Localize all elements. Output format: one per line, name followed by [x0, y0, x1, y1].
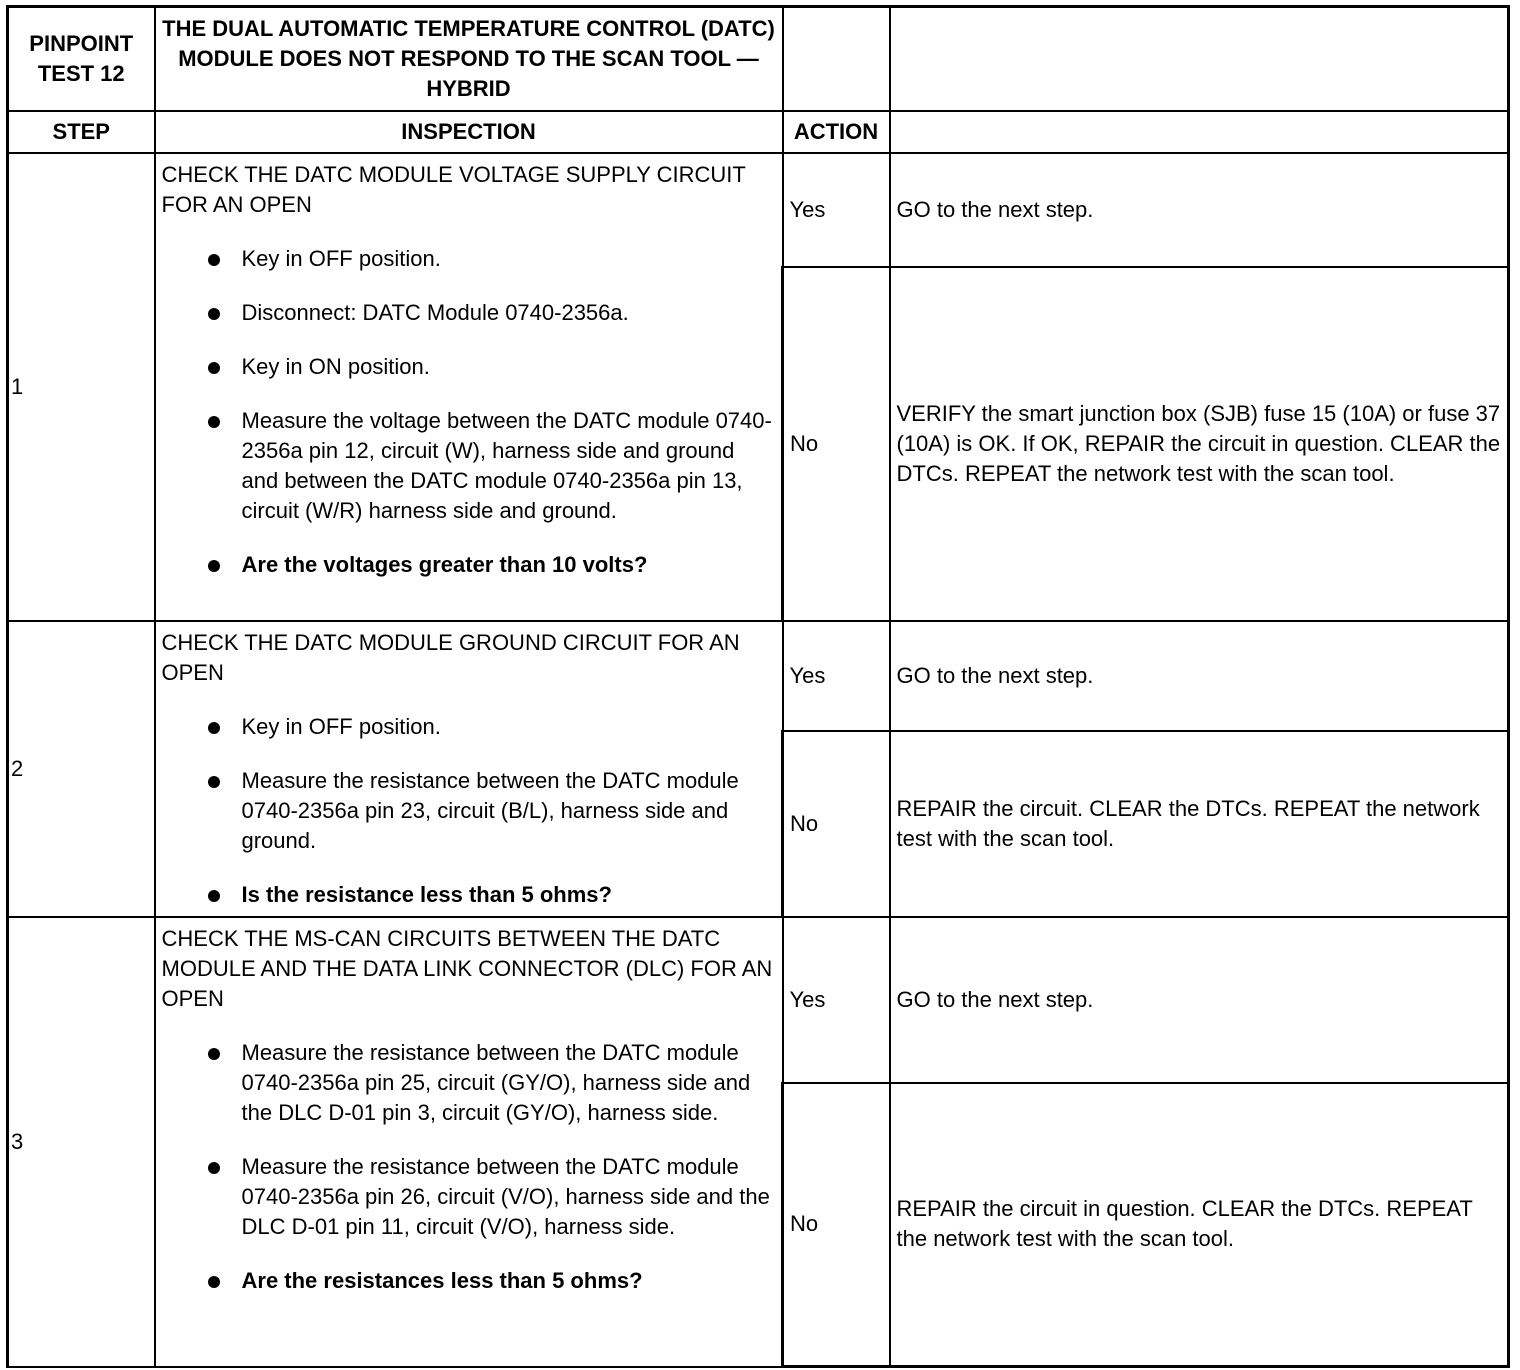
question-text: Is the resistance less than 5 ohms? [241, 881, 612, 907]
step-checklist [162, 244, 776, 580]
step-checklist [162, 1038, 776, 1296]
list-item [206, 1038, 776, 1128]
test-id: PINPOINT TEST 12 [8, 7, 155, 111]
test-title: THE DUAL AUTOMATIC TEMPERATURE CONTROL (DATC) MODULE DOES NOT RESPOND TO THE SCAN TOOL — HYBRID [155, 7, 783, 111]
question-text: Are the resistances less than 5 ohms? [241, 1267, 643, 1293]
list-item [206, 1152, 776, 1242]
title-row [8, 7, 1509, 111]
bullet-icon [208, 416, 220, 428]
step-question [206, 1266, 776, 1296]
answer-yes: Yes [783, 917, 890, 1083]
step-number: 1 [8, 153, 155, 621]
bullet-icon [208, 560, 220, 572]
answer-no: No [783, 1083, 890, 1367]
answer-no: No [783, 267, 890, 621]
step-1-yes-row [8, 153, 1509, 267]
step-checklist [162, 712, 776, 910]
answer-yes: Yes [783, 153, 890, 267]
column-header-row [8, 111, 1509, 153]
list-item-text: Key in OFF position. [241, 245, 441, 271]
list-item [206, 352, 776, 382]
list-item-text: Measure the voltage between the DATC module 0740-2356a pin 12, circuit (W), harness side and ground and between the DATC module 0740-2356a pin 13, circuit (W/R) harness side and ground. [241, 407, 772, 523]
header-blank-cell [890, 7, 1509, 111]
step-inspection [155, 917, 783, 1367]
answer-yes: Yes [783, 621, 890, 731]
step-question [206, 880, 776, 910]
action-yes: GO to the next step. [890, 917, 1509, 1083]
step-2-yes-row [8, 621, 1509, 731]
step-number: 2 [8, 621, 155, 917]
step-3-yes-row [8, 917, 1509, 1083]
action-yes: GO to the next step. [890, 153, 1509, 267]
list-item [206, 298, 776, 328]
answer-no: No [783, 731, 890, 917]
bullet-icon [208, 308, 220, 320]
step-title: CHECK THE DATC MODULE VOLTAGE SUPPLY CIRCUIT FOR AN OPEN [161, 161, 746, 217]
action-no: REPAIR the circuit. CLEAR the DTCs. REPEAT the network test with the scan tool. [890, 731, 1509, 917]
list-item [206, 244, 776, 274]
action-no: REPAIR the circuit in question. CLEAR the DTCs. REPEAT the network test with the scan tool. [890, 1083, 1509, 1367]
header-blank-cell [890, 111, 1509, 153]
list-item-text: Measure the resistance between the DATC module 0740-2356a pin 23, circuit (B/L), harness side and ground. [241, 767, 739, 853]
step-question [206, 550, 776, 580]
list-item-text: Measure the resistance between the DATC module 0740-2356a pin 26, circuit (V/O), harness side and the DLC D-01 pin 11, circuit (V/O), harness side. [241, 1153, 770, 1239]
question-text: Are the voltages greater than 10 volts? [241, 551, 648, 577]
column-header-inspection: INSPECTION [155, 111, 783, 153]
step-title: CHECK THE DATC MODULE GROUND CIRCUIT FOR AN OPEN [161, 629, 740, 685]
list-item-text: Measure the resistance between the DATC module 0740-2356a pin 25, circuit (GY/O), harness side and the DLC D-01 pin 3, circuit (GY/O), harness side. [241, 1039, 751, 1125]
bullet-icon [208, 1048, 220, 1060]
step-inspection [155, 621, 783, 917]
bullet-icon [208, 1162, 220, 1174]
list-item-text: Disconnect: DATC Module 0740-2356a. [241, 299, 629, 325]
bullet-icon [208, 254, 220, 266]
step-number: 3 [8, 917, 155, 1367]
action-no: VERIFY the smart junction box (SJB) fuse 15 (10A) or fuse 37 (10A) is OK. If OK, REPAIR the circuit in question. CLEAR the DTCs. REPEAT the network test with the scan tool. [890, 267, 1509, 621]
list-item [206, 712, 776, 742]
list-item [206, 406, 776, 526]
column-header-action: ACTION [783, 111, 890, 153]
action-yes: GO to the next step. [890, 621, 1509, 731]
list-item-text: Key in OFF position. [241, 713, 441, 739]
list-item-text: Key in ON position. [241, 353, 430, 379]
bullet-icon [208, 722, 220, 734]
header-blank-cell [783, 7, 890, 111]
pinpoint-test-table [6, 5, 1510, 1368]
list-item [206, 766, 776, 856]
step-inspection [155, 153, 783, 621]
bullet-icon [208, 362, 220, 374]
bullet-icon [208, 1276, 220, 1288]
column-header-step: STEP [8, 111, 155, 153]
step-title: CHECK THE MS-CAN CIRCUITS BETWEEN THE DATC MODULE AND THE DATA LINK CONNECTOR (DLC) FOR AN OPEN [161, 925, 773, 1011]
bullet-icon [208, 890, 220, 902]
bullet-icon [208, 776, 220, 788]
